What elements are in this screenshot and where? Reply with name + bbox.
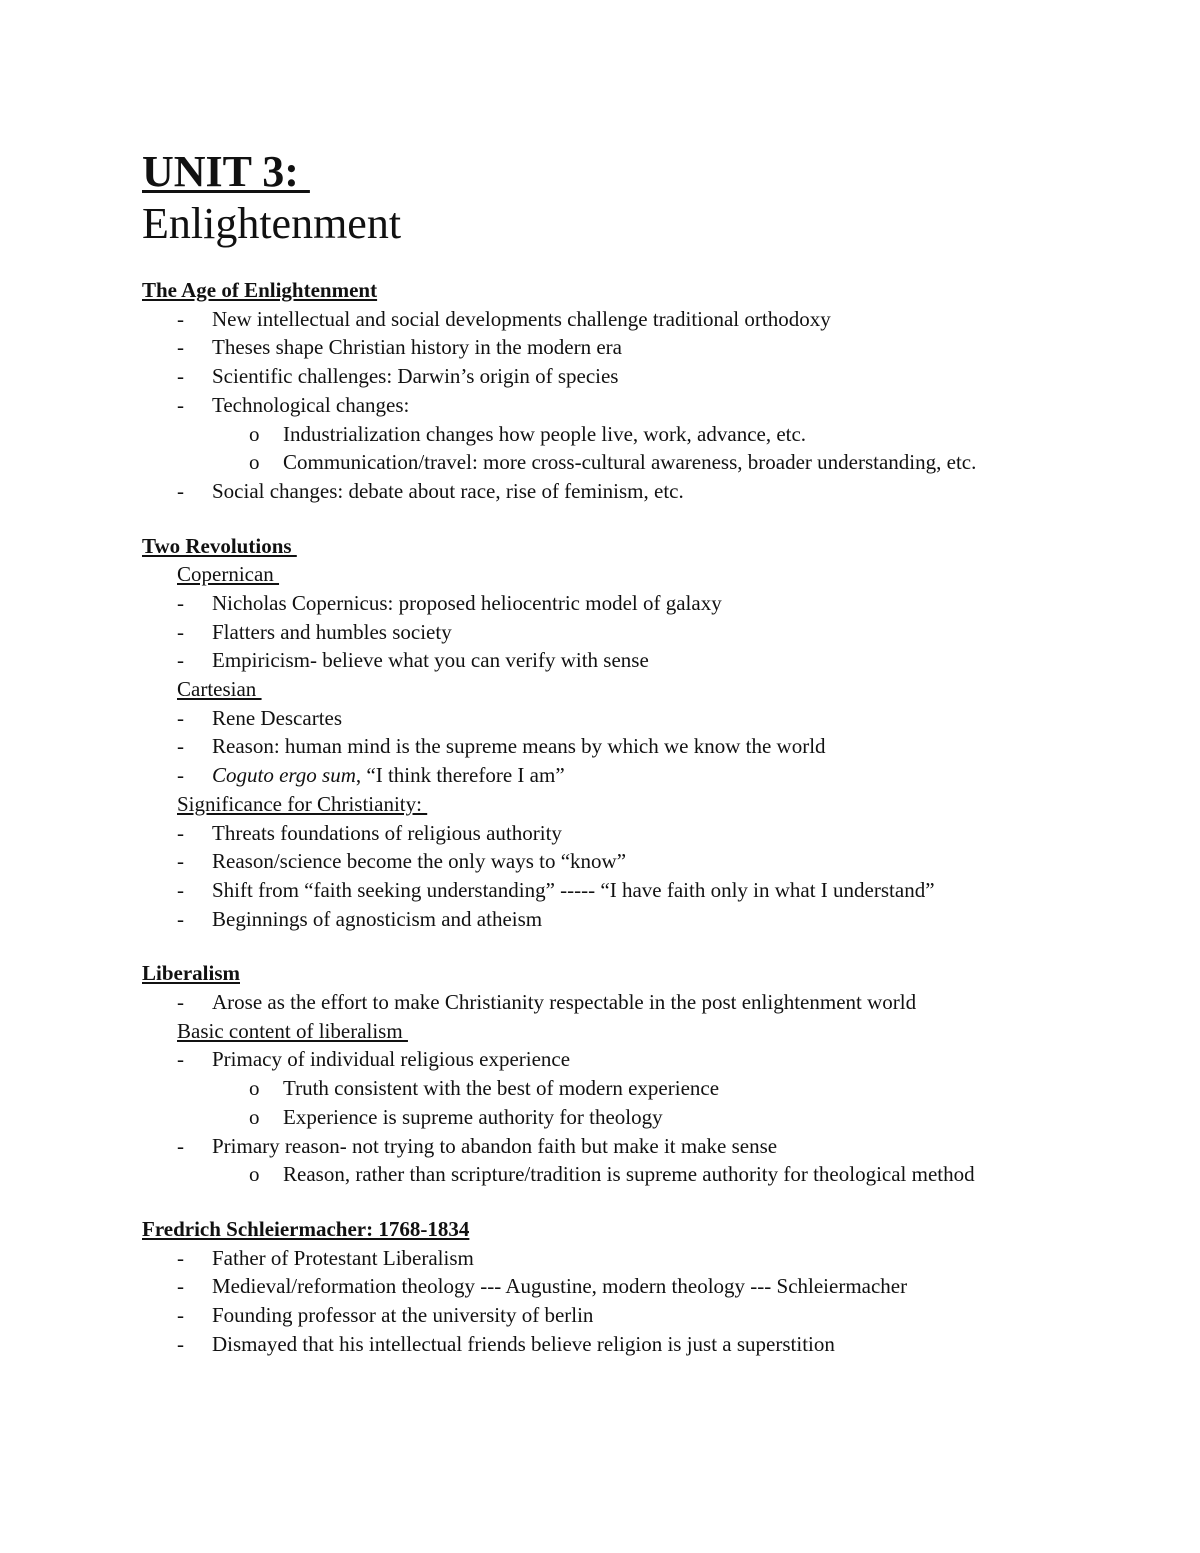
list-item (142, 876, 1142, 905)
subheading-cartesian: Cartesian (177, 677, 262, 702)
list-item-text: Nicholas Copernicus: proposed heliocentric model of galaxy (212, 590, 722, 615)
list-item-text: Shift from “faith seeking understanding” ----- “I have faith only in what I understand” (212, 877, 935, 902)
sub-list-item (142, 1160, 1142, 1189)
list-item (142, 704, 1142, 733)
dash-marker: - (177, 734, 184, 759)
dash-marker: - (177, 990, 184, 1015)
bullet-list (142, 589, 1142, 675)
list-item (142, 333, 1142, 362)
list-item-text: Technological changes: (212, 392, 410, 417)
section-heading: Fredrich Schleiermacher: 1768-1834 (142, 1216, 470, 1241)
dash-marker: - (177, 392, 184, 417)
circle-marker: o (249, 421, 260, 446)
dash-marker: - (177, 619, 184, 644)
list-item (142, 1272, 1142, 1301)
sub-list-item (142, 448, 1142, 477)
subheading-basic-content: Basic content of liberalism (177, 1018, 408, 1043)
list-item (142, 477, 1142, 506)
list-item-text: Dismayed that his intellectual friends believe religion is just a superstition (212, 1331, 835, 1356)
list-item (142, 1330, 1142, 1359)
section-age-of-enlightenment (142, 276, 1142, 506)
dash-marker: - (177, 1047, 184, 1072)
section-heading: Two Revolutions (142, 533, 297, 558)
list-item (142, 391, 1142, 420)
bullet-list (142, 305, 1142, 506)
dash-marker: - (177, 705, 184, 730)
section-schleiermacher (142, 1215, 1142, 1359)
dash-marker: - (177, 906, 184, 931)
list-item-text: Threats foundations of religious authority (212, 820, 562, 845)
circle-marker: o (249, 1076, 260, 1101)
list-item (142, 988, 1142, 1017)
sub-list-item (142, 1074, 1142, 1103)
sub-list-item-text: Experience is supreme authority for theology (283, 1104, 663, 1129)
list-item-text: Beginnings of agnosticism and atheism (212, 906, 543, 931)
sub-list-item-text: Industrialization changes how people live, work, advance, etc. (283, 421, 807, 446)
bullet-list (142, 988, 1142, 1017)
list-item-text: Reason/science become the only ways to “know” (212, 849, 627, 874)
list-item (142, 1301, 1142, 1330)
list-item (142, 732, 1142, 761)
dash-marker: - (177, 335, 184, 360)
list-item-text: Primary reason- not trying to abandon faith but make it make sense (212, 1133, 778, 1158)
circle-marker: o (249, 450, 260, 475)
circle-marker: o (249, 1162, 260, 1187)
circle-marker: o (249, 1104, 260, 1129)
sub-list-item (142, 420, 1142, 449)
dash-marker: - (177, 478, 184, 503)
list-item (142, 589, 1142, 618)
bullet-list (142, 704, 1142, 790)
sub-list-item-text: Truth consistent with the best of modern experience (283, 1076, 720, 1101)
list-item (142, 905, 1142, 934)
list-item (142, 761, 1142, 790)
unit-title: UNIT 3: (142, 147, 310, 196)
list-item-text: Flatters and humbles society (212, 619, 452, 644)
dash-marker: - (177, 1331, 184, 1356)
dash-marker: - (177, 1303, 184, 1328)
bullet-list (142, 819, 1142, 934)
dash-marker: - (177, 306, 184, 331)
latin-phrase: Coguto ergo sum (212, 763, 356, 788)
list-item (142, 646, 1142, 675)
list-item (142, 819, 1142, 848)
dash-marker: - (177, 877, 184, 902)
dash-marker: - (177, 1245, 184, 1270)
dash-marker: - (177, 648, 184, 673)
section-two-revolutions (142, 532, 1142, 934)
list-item (142, 1045, 1142, 1074)
list-item-text: Empiricism- believe what you can verify with sense (212, 648, 649, 673)
section-heading: Liberalism (142, 961, 240, 986)
unit-subtitle: Enlightenment (142, 199, 402, 248)
bullet-list (142, 1045, 1142, 1189)
list-item-text: , “I think therefore I am” (355, 763, 565, 788)
sub-list-item-text: Communication/travel: more cross-cultural awareness, broader understanding, etc. (283, 450, 977, 475)
list-item-text: New intellectual and social developments challenge traditional orthodoxy (212, 306, 831, 331)
sub-list-item-text: Reason, rather than scripture/tradition is supreme authority for theological method (283, 1162, 975, 1187)
bullet-list (142, 1244, 1142, 1359)
dash-marker: - (177, 763, 184, 788)
list-item-text: Reason: human mind is the supreme means by which we know the world (212, 734, 826, 759)
list-item (142, 847, 1142, 876)
list-item-text: Father of Protestant Liberalism (212, 1245, 474, 1270)
list-item (142, 1132, 1142, 1161)
sub-list-item (142, 1103, 1142, 1132)
dash-marker: - (177, 364, 184, 389)
list-item (142, 362, 1142, 391)
list-item-text: Primacy of individual religious experience (212, 1047, 571, 1072)
list-item-text: Arose as the effort to make Christianity respectable in the post enlightenment world (212, 990, 917, 1015)
subheading-copernican: Copernican (177, 562, 280, 587)
list-item-text: Medieval/reformation theology --- Augustine, modern theology --- Schleiermacher (212, 1274, 908, 1299)
list-item-text: Rene Descartes (212, 705, 343, 730)
dash-marker: - (177, 590, 184, 615)
list-item (142, 305, 1142, 334)
list-item (142, 1244, 1142, 1273)
list-item-text: Social changes: debate about race, rise of feminism, etc. (212, 478, 684, 503)
list-item (142, 618, 1142, 647)
subheading-significance: Significance for Christianity: (177, 791, 428, 816)
notes-body (142, 276, 1142, 1358)
list-item-text: Scientific challenges: Darwin’s origin of species (212, 364, 619, 389)
dash-marker: - (177, 849, 184, 874)
list-item-text: Founding professor at the university of berlin (212, 1303, 594, 1328)
dash-marker: - (177, 1133, 184, 1158)
dash-marker: - (177, 820, 184, 845)
dash-marker: - (177, 1274, 184, 1299)
section-liberalism (142, 959, 1142, 1189)
section-heading: The Age of Enlightenment (142, 278, 378, 302)
list-item-text: Theses shape Christian history in the modern era (212, 335, 622, 360)
